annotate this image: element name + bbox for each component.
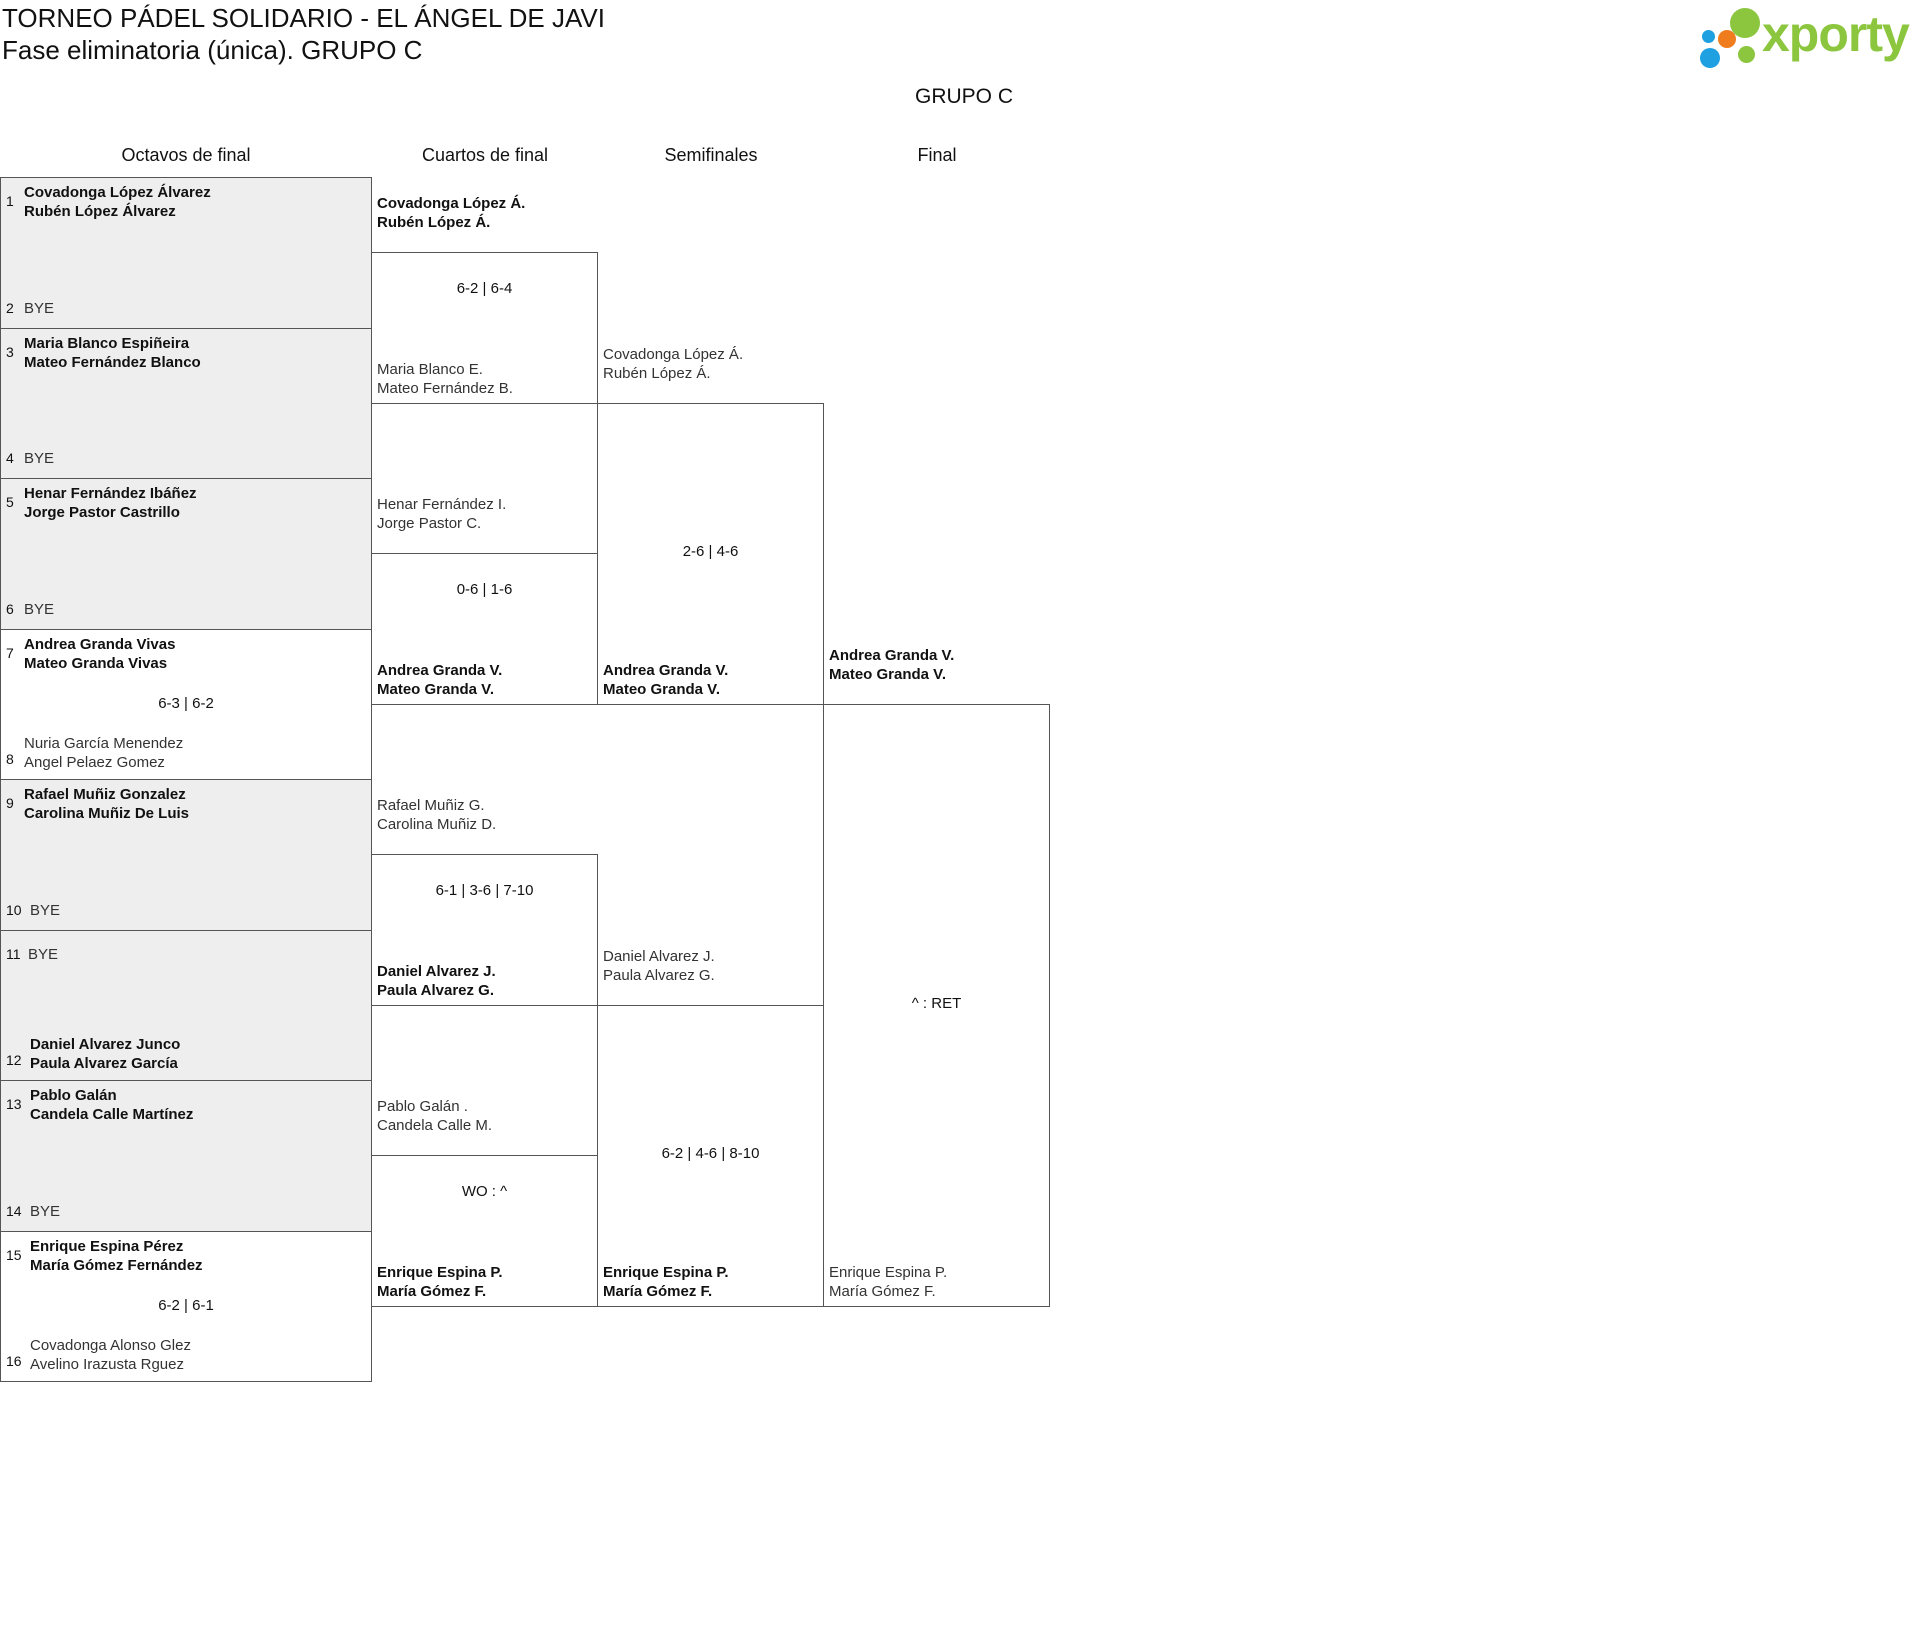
qf-team-a <box>377 495 506 533</box>
player-name: Carolina Muñiz De Luis <box>24 805 190 822</box>
player-name: Andrea Granda V. <box>603 661 729 679</box>
player-name: María Gómez F. <box>603 1282 713 1300</box>
logo-wordmark: xporty <box>1762 6 1909 62</box>
seed-number: 16 <box>6 1353 22 1369</box>
match-score: 6-2 | 6-4 <box>456 280 513 298</box>
seed-number: 8 <box>6 751 14 767</box>
player-name: Andrea Granda V. <box>377 661 503 679</box>
sf-team-a <box>603 947 715 985</box>
match-score: ^ : RET <box>911 994 962 1012</box>
round-header-r16: Octavos de final <box>121 145 251 165</box>
r16-team-a <box>30 1237 203 1275</box>
round-header-qf: Cuartos de final <box>421 145 549 165</box>
player-name: Rubén López Á. <box>603 364 711 382</box>
player-name: Enrique Espina P. <box>603 1263 729 1281</box>
player-name: Andrea Granda V. <box>829 646 955 664</box>
qf-team-a <box>377 1097 492 1135</box>
sf-team-a <box>603 345 743 383</box>
qf-team-b <box>377 1263 503 1301</box>
player-name: Avelino Irazusta Rguez <box>30 1356 184 1373</box>
qf-team-a <box>377 194 525 232</box>
final-team-a <box>829 646 954 684</box>
match-score: 0-6 | 1-6 <box>456 581 513 599</box>
seed-number: 1 <box>6 193 14 209</box>
player-name: Carolina Muñiz D. <box>377 816 497 834</box>
player-name: Candela Calle M. <box>377 1117 493 1135</box>
seed-number: 2 <box>6 299 14 316</box>
player-name: Paula Alvarez G. <box>603 966 715 984</box>
player-name: Pablo Galán <box>30 1087 117 1104</box>
player-name: Mateo Granda V. <box>603 680 720 698</box>
qf-team-b <box>377 962 496 1000</box>
sf-team-b <box>603 661 728 699</box>
r16-team-b <box>30 1336 191 1374</box>
r16-team-a <box>24 785 189 823</box>
player-name: Daniel Alvarez Junco <box>30 1036 181 1053</box>
player-name: Covadonga López Á. <box>377 195 526 213</box>
match-score: 6-3 | 6-2 <box>158 694 214 712</box>
bye-label: BYE <box>24 299 55 317</box>
player-name: Andrea Granda Vivas <box>24 635 176 653</box>
player-name: Covadonga López Álvarez <box>24 184 211 201</box>
player-name: Jorge Pastor C. <box>377 515 482 533</box>
round-header-sf: Semifinales <box>664 145 758 165</box>
seed-number: 5 <box>6 494 14 510</box>
r16-team-a <box>24 183 211 221</box>
player-name: Mateo Fernández B. <box>377 379 513 397</box>
r16-team-b <box>24 734 183 772</box>
player-name: María Gómez F. <box>377 1282 487 1300</box>
seed-number: 10 <box>6 901 22 918</box>
seed-number: 4 <box>6 450 14 466</box>
seed-number: 11 <box>6 945 21 962</box>
logo-dot-orange <box>1718 30 1736 48</box>
player-name: Mateo Granda Vivas <box>24 654 168 672</box>
sf-team-b <box>603 1263 729 1301</box>
logo-dot-blue-top <box>1702 30 1715 43</box>
player-name: Enrique Espina P. <box>377 1263 503 1281</box>
player-name: Covadonga López Á. <box>603 345 744 363</box>
player-name: Mateo Granda V. <box>829 665 946 683</box>
seed-number: 15 <box>6 1246 22 1263</box>
player-name: María Gómez F. <box>829 1282 936 1300</box>
r16-team-a <box>24 484 197 522</box>
qf-team-b <box>377 661 502 699</box>
group-label: GRUPO C <box>914 85 1013 108</box>
qf-team-a <box>377 796 496 834</box>
player-name: Enrique Espina P. <box>829 1263 948 1281</box>
player-name: Candela Calle Martínez <box>30 1106 194 1123</box>
match-score: 6-1 | 3-6 | 7-10 <box>435 882 534 900</box>
seed-number: 9 <box>6 795 14 811</box>
seed-number: 7 <box>6 644 14 661</box>
xporty-logo[interactable] <box>1700 4 1920 66</box>
match-score: 6-2 | 4-6 | 8-10 <box>661 1145 760 1163</box>
seed-number: 12 <box>6 1052 22 1068</box>
bye-label: BYE <box>28 945 59 963</box>
player-name: Rafael Muñiz Gonzalez <box>24 786 186 803</box>
player-name: Maria Blanco Espiñeira <box>24 334 190 352</box>
tournament-title: TORNEO PÁDEL SOLIDARIO - EL ÁNGEL DE JAVI <box>2 3 605 33</box>
r16-team-a <box>24 635 175 673</box>
r16-team-a <box>24 334 201 372</box>
player-name: Rafael Muñiz G. <box>377 797 485 815</box>
bye-label: BYE <box>30 1202 61 1220</box>
seed-number: 13 <box>6 1096 22 1112</box>
player-name: Paula Alvarez García <box>30 1055 178 1072</box>
logo-dot-blue-bottom <box>1700 48 1720 68</box>
phase-subtitle: Fase eliminatoria (única). GRUPO C <box>2 35 423 65</box>
player-name: Daniel Alvarez J. <box>603 947 715 965</box>
match-score: 2-6 | 4-6 <box>682 543 739 561</box>
logo-dot-green-small <box>1738 46 1755 63</box>
bye-label: BYE <box>24 450 55 467</box>
player-name: Rubén López Álvarez <box>24 203 176 220</box>
player-name: Henar Fernández Ibáñez <box>24 485 197 502</box>
qf-team-b <box>377 360 513 398</box>
match-score: 6-2 | 6-1 <box>158 1296 214 1314</box>
seed-number: 3 <box>6 343 14 360</box>
player-name: María Gómez Fernández <box>30 1256 203 1274</box>
player-name: Daniel Alvarez J. <box>377 962 496 980</box>
bye-label: BYE <box>24 600 55 618</box>
player-name: Henar Fernández I. <box>377 496 507 514</box>
player-name: Nuria García Menendez <box>24 735 184 752</box>
player-name: Maria Blanco E. <box>377 360 483 378</box>
player-name: Mateo Fernández Blanco <box>24 353 201 371</box>
player-name: Enrique Espina Pérez <box>30 1237 184 1255</box>
final-team-b <box>829 1263 947 1301</box>
player-name: Pablo Galán . <box>377 1098 468 1116</box>
player-name: Paula Alvarez G. <box>377 981 494 999</box>
r16-team-a <box>30 1086 193 1124</box>
player-name: Angel Pelaez Gomez <box>24 754 165 771</box>
match-score: WO : ^ <box>461 1183 508 1201</box>
seed-number: 6 <box>6 600 14 617</box>
round-header-final: Final <box>917 145 957 165</box>
player-name: Mateo Granda V. <box>377 680 494 698</box>
player-name: Covadonga Alonso Glez <box>30 1337 191 1354</box>
player-name: Jorge Pastor Castrillo <box>24 504 180 521</box>
bye-label: BYE <box>30 901 61 919</box>
seed-number: 14 <box>6 1202 22 1219</box>
r16-team-b <box>30 1035 180 1073</box>
player-name: Rubén López Á. <box>377 214 491 232</box>
